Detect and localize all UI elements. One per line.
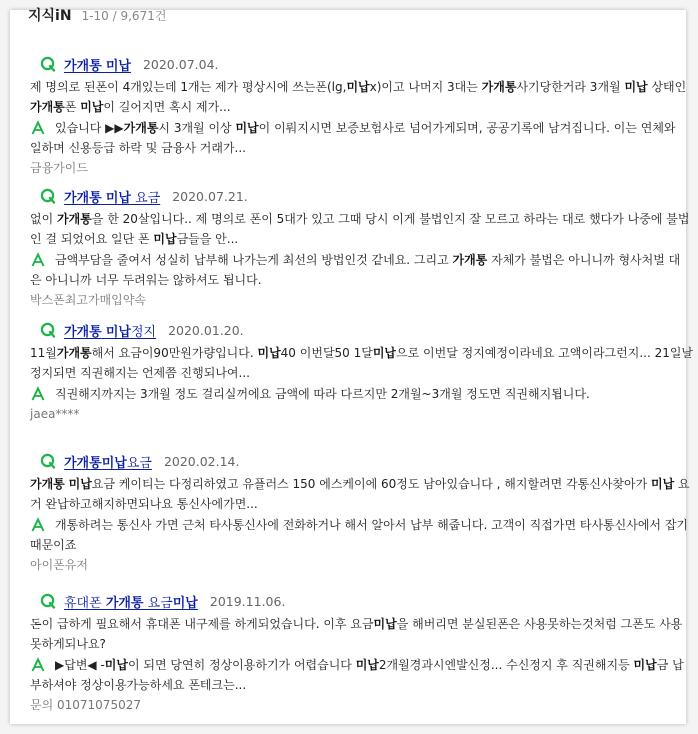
- question-icon: [40, 453, 56, 469]
- answer-line-2: 은 아니니까 너무 두려워는 않하셔도 됩니다.: [30, 273, 262, 287]
- answer-line-2: 일하며 신용등급 하락 및 금융사 거래가...: [30, 141, 246, 155]
- answer-line-1: 있습니다 ▶▶가개통시 3개월 이상 미납이 이뤄지시면 보증보험사로 넘어가게되며, 공공기록에 남겨집니다. 이는 연체와: [55, 121, 676, 135]
- list-item: [30, 451, 690, 591]
- question-snippet: [30, 209, 690, 249]
- question-snippet: [30, 614, 686, 654]
- result-title-link[interactable]: 가개통 미납: [64, 58, 131, 74]
- result-title-link[interactable]: 가개통 미납 요금: [64, 190, 161, 206]
- question-snippet: [30, 77, 686, 117]
- list-item: [30, 186, 690, 320]
- question-icon: [40, 593, 56, 609]
- result-date: 2020.07.04.: [142, 56, 219, 72]
- answer-icon: [31, 387, 45, 401]
- answer-icon: [31, 121, 45, 135]
- answer-source[interactable]: 금융가이드: [30, 161, 88, 175]
- section-title: 지식iN: [28, 8, 72, 24]
- answer-source[interactable]: jaea****: [30, 407, 80, 421]
- list-item: [30, 320, 694, 451]
- answer-line-1: 금액부담을 줄여서 성실히 납부해 나가는게 최선의 방법인것 같네요. 그리고 가개통 자체가 불법은 아니니까 형사처벌 대: [55, 253, 681, 267]
- answer-source[interactable]: 문의 01071075027: [30, 698, 141, 712]
- question-line-1: 11월가개통해서 요금이90만원가량입니다. 미납40 이번달50 1달미납으로 이번달 정지예정이라네요 고액이라그런지... 21일날: [30, 346, 694, 360]
- result-count: 1-10 / 9,671건: [81, 8, 167, 23]
- answer-line-1: ▶답변◀ -미납이 되면 당연히 정상이용하기가 어렵습니다 미납2개월경과시엔발신정... 수신정지 후 직권해지등 미납금 납: [55, 658, 684, 672]
- answer-snippet: [30, 250, 681, 290]
- answer-icon: [31, 518, 45, 532]
- question-snippet: [30, 474, 690, 514]
- answer-snippet: [30, 655, 684, 695]
- answer-source[interactable]: 박스폰최고가매입약속: [30, 293, 146, 307]
- answer-line-1: 개통하려는 통신사 가면 근처 타사통신사에 전화하거나 해서 알아서 납부 해줍니다. 고객이 직접가면 타사통신사에서 잡기: [55, 518, 689, 532]
- list-item: [30, 54, 687, 186]
- result-title-link[interactable]: 가개통미납요금: [64, 455, 152, 471]
- answer-line-2: 부하셔야 정상이용가능하세요 폰테크는...: [30, 678, 247, 692]
- result-title-link[interactable]: 휴대폰 가개통 요금미납: [64, 595, 198, 611]
- question-icon: [40, 322, 56, 338]
- question-line-2: 거 완납하고해지하면되나요 통신사에가면...: [30, 497, 258, 511]
- result-date: 2020.07.21.: [172, 188, 248, 204]
- result-date: 2019.11.06.: [209, 593, 286, 609]
- answer-line-2: 때문이죠: [30, 538, 77, 552]
- question-line-2: 정지되면 직권해지는 언제쯤 진행되나여...: [30, 366, 250, 380]
- answer-source[interactable]: 아이폰유저: [30, 558, 88, 572]
- question-snippet: [30, 343, 694, 383]
- search-results-panel: [10, 8, 694, 724]
- question-line-1: 제 명의로 된폰이 4개있는데 1개는 제가 평상시에 쓰는폰(lg,미납x)이고 나머지 3대는 가개통사기당한거라 3개월 미납 상태인: [30, 80, 687, 94]
- list-item: [30, 591, 686, 723]
- result-date: 2020.01.20.: [168, 322, 244, 338]
- result-date: 2020.02.14.: [163, 453, 240, 469]
- answer-line-1: 직권해지까지는 3개월 정도 걸리실꺼에요 금액에 따라 다르지만 2개월~3개월 정도면 직권해지됩니다.: [55, 387, 590, 401]
- question-line-1: 가개통 미납요금 케이티는 다정리하였고 유플러스 150 에스케이에 60정도 남아있습니다 , 해지할려면 각통신사찾아가 미납 요: [30, 477, 690, 491]
- question-line-2: 인 걸 되었어요 일단 폰 미납금들을 안...: [30, 232, 239, 246]
- answer-icon: [31, 658, 45, 672]
- answer-snippet: [30, 515, 689, 555]
- result-list: [30, 54, 694, 723]
- result-title-link[interactable]: 가개통 미납정지: [64, 324, 157, 340]
- question-line-1: 없이 가개통을 한 20살입니다.. 제 명의로 폰이 5대가 있고 그때 당시 이게 불법인지 잘 모르고 하라는 대로 했다가 나중에 불법: [30, 212, 690, 226]
- question-icon: [40, 56, 56, 72]
- question-line-1: 돈이 급하게 필요해서 휴대폰 내구제를 하게되었습니다. 이후 요금미납을 해버리면 분실된폰은 사용못하는것처럼 그폰도 사용: [30, 617, 683, 631]
- section-header: [28, 3, 166, 27]
- answer-snippet: [30, 118, 676, 158]
- question-line-2: 가개통폰 미납이 길어지면 혹시 제가...: [30, 100, 231, 114]
- question-icon: [40, 188, 56, 204]
- answer-icon: [31, 253, 45, 267]
- question-line-2: 못하게되나요?: [30, 637, 106, 651]
- answer-snippet: [55, 384, 590, 404]
